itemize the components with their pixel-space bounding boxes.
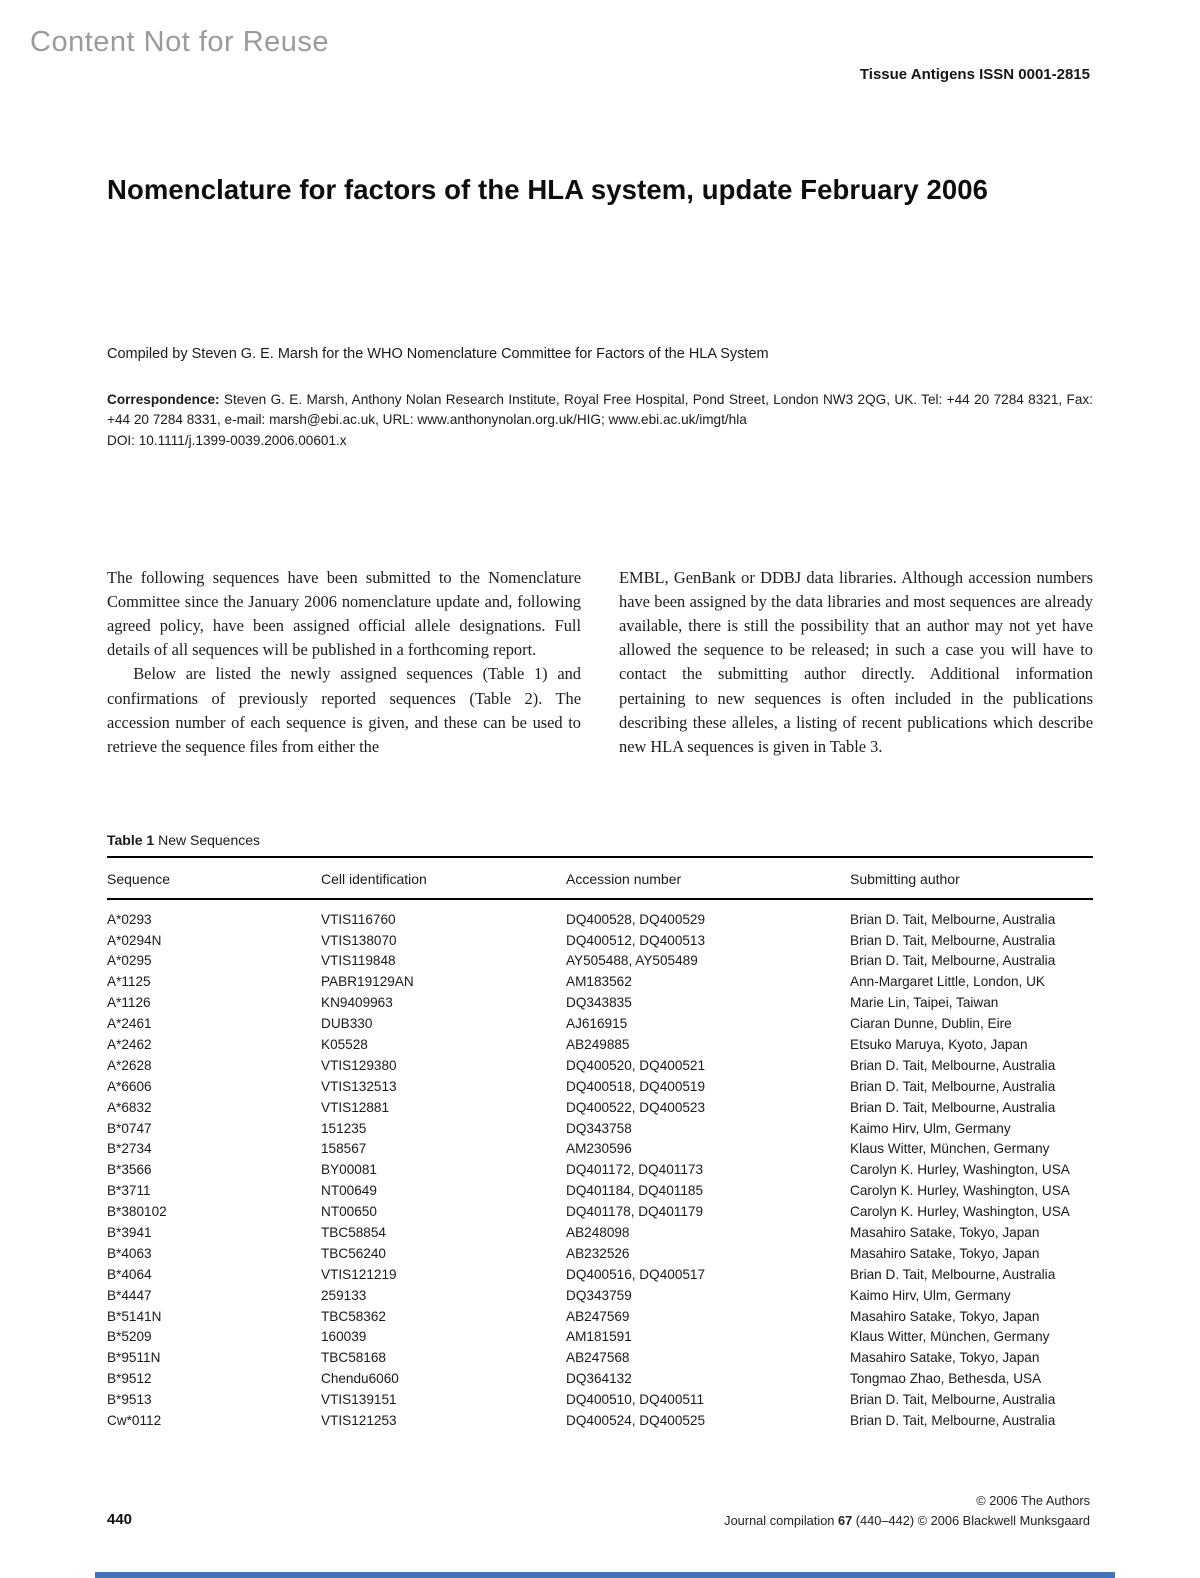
cell-cell-identification: TBC58168 [321,1350,386,1366]
table-row [107,909,1093,930]
table-caption-number: Table 1 [107,832,155,848]
cell-sequence: B*5141N [107,1308,162,1324]
cell-cell-identification: DUB330 [321,1016,373,1032]
cell-accession-number: AM230596 [566,1141,632,1157]
cell-sequence: A*2462 [107,1036,152,1052]
cell-sequence: A*6832 [107,1099,152,1115]
correspondence-block [107,390,1093,451]
table-body [107,900,1093,1431]
cell-cell-identification: VTIS129380 [321,1057,397,1073]
cell-cell-identification: VTIS121253 [321,1413,397,1429]
cell-submitting-author: Carolyn K. Hurley, Washington, USA [850,1162,1070,1178]
cell-sequence: A*6606 [107,1078,152,1094]
table-row [107,1034,1093,1055]
cell-sequence: B*3941 [107,1225,152,1240]
cell-cell-identification: NT00650 [321,1204,377,1220]
cell-cell-identification: VTIS139151 [321,1392,397,1408]
cell-accession-number: DQ343758 [566,1120,632,1136]
cell-accession-number: AB248098 [566,1225,630,1240]
cell-submitting-author: Carolyn K. Hurley, Washington, USA [850,1204,1070,1220]
body-column-left [107,566,581,759]
body-column-right [619,566,1093,759]
cell-submitting-author: Brian D. Tait, Melbourne, Australia [850,1266,1056,1282]
correspondence-text: Steven G. E. Marsh, Anthony Nolan Research Institute, Royal Free Hospital, Pond Street, London NW3 2QG, UK. Tel: +44 20 7284 8321, Fax: +44 20 7284 8331, e-mail: marsh@ebi.ac.uk, URL: www.anthonynolan.org.uk/HIG; www.ebi.ac.uk/imgt/hla [107,392,1093,428]
cell-sequence: B*4063 [107,1245,152,1261]
cell-accession-number: AY505488, AY505489 [566,953,698,969]
table-caption-title: New Sequences [154,832,261,848]
cell-submitting-author: Brian D. Tait, Melbourne, Australia [850,1078,1056,1094]
cell-sequence: B*2734 [107,1141,152,1157]
cell-submitting-author: Ciaran Dunne, Dublin, Eire [850,1016,1012,1032]
table-row [107,1243,1093,1264]
cell-accession-number: DQ343835 [566,995,632,1011]
table-row [107,1306,1093,1327]
column-header-cell-identification: Cell identification [321,871,427,887]
table-row [107,1222,1093,1243]
table-row [107,1118,1093,1139]
cell-accession-number: DQ401184, DQ401185 [566,1183,704,1199]
table-row [107,1076,1093,1097]
table-row [107,1055,1093,1076]
body-paragraph-1: The following sequences have been submitted to the Nomenclature Committee since the January 2006 nomenclature update and, following agreed policy, have been assigned official allele designations. Full details of all sequences will be published in a forthcoming report. [107,568,581,660]
cell-sequence: A*2628 [107,1057,152,1073]
cell-submitting-author: Kaimo Hirv, Ulm, Germany [850,1120,1011,1136]
cell-cell-identification: Chendu6060 [321,1371,399,1387]
journal-issn-header: Tissue Antigens ISSN 0001-2815 [859,66,1090,83]
cell-sequence: A*0293 [107,911,152,927]
cell-cell-identification: BY00081 [321,1162,377,1178]
cell-submitting-author: Klaus Witter, München, Germany [850,1141,1050,1157]
table-row [107,1285,1093,1306]
cell-sequence: A*0294N [107,932,162,948]
column-header-submitting-author: Submitting author [850,871,960,887]
body-paragraph-2: Below are listed the newly assigned sequences (Table 1) and confirmations of previously reported sequences (Table 2). The accession number of each sequence is given, and these can be used to retrieve the sequence files from either the [107,664,581,756]
cell-submitting-author: Kaimo Hirv, Ulm, Germany [850,1287,1011,1303]
cell-accession-number: AJ616915 [566,1016,628,1032]
cell-submitting-author: Marie Lin, Taipei, Taiwan [850,995,999,1011]
cell-submitting-author: Masahiro Satake, Tokyo, Japan [850,1245,1040,1261]
bottom-accent-bar [95,1572,1115,1578]
table-row [107,1160,1093,1181]
cell-accession-number: DQ400522, DQ400523 [566,1099,706,1115]
content-not-for-reuse-watermark: Content Not for Reuse [30,26,330,58]
table-row [107,972,1093,993]
cell-submitting-author: Brian D. Tait, Melbourne, Australia [850,953,1056,969]
cell-sequence: B*4064 [107,1266,152,1282]
cell-cell-identification: VTIS121219 [321,1266,397,1282]
cell-cell-identification: TBC56240 [321,1245,386,1261]
cell-submitting-author: Brian D. Tait, Melbourne, Australia [850,932,1056,948]
table-row [107,951,1093,972]
table-row [107,1348,1093,1369]
page-number: 440 [107,1511,133,1528]
column-header-sequence: Sequence [107,871,171,887]
cell-cell-identification: KN9409963 [321,995,393,1011]
cell-accession-number: AM181591 [566,1329,632,1345]
table-row [107,1139,1093,1160]
cell-sequence: B*4447 [107,1287,152,1303]
cell-accession-number: AB247568 [566,1350,630,1366]
cell-cell-identification: VTIS12881 [321,1099,390,1115]
cell-sequence: A*2461 [107,1016,152,1032]
cell-cell-identification: VTIS116760 [321,911,396,927]
cell-sequence: B*380102 [107,1204,167,1220]
cell-cell-identification: VTIS132513 [321,1078,397,1094]
cell-sequence: A*1125 [107,974,151,990]
cell-accession-number: DQ364132 [566,1371,632,1387]
cell-accession-number: DQ400516, DQ400517 [566,1266,706,1282]
cell-accession-number: DQ400520, DQ400521 [566,1057,706,1073]
cell-sequence: B*5209 [107,1329,152,1345]
table-row [107,993,1093,1014]
cell-sequence: B*0747 [107,1120,152,1136]
cell-submitting-author: Ann-Margaret Little, London, UK [850,974,1045,990]
cell-submitting-author: Masahiro Satake, Tokyo, Japan [850,1225,1040,1240]
cell-cell-identification: VTIS119848 [321,953,396,969]
cell-accession-number: AM183562 [566,974,632,990]
cell-sequence: A*0295 [107,953,152,969]
cell-cell-identification: 160039 [321,1329,367,1345]
cell-cell-identification: 151235 [321,1120,367,1136]
body-paragraph-3: EMBL, GenBank or DDBJ data libraries. Although accession numbers have been assigned by the data libraries and most sequences are already available, there is still the possibility that an author may not yet have allowed the sequence to be released; in such a case you will have to contact the submitting author directly. Additional information pertaining to new sequences is often included in the publications describing these alleles, a listing of recent publications which describe new HLA sequences is given in Table 3. [619,568,1093,756]
cell-sequence: A*1126 [107,995,151,1011]
cell-accession-number: DQ400518, DQ400519 [566,1078,706,1094]
cell-sequence: B*9511N [107,1350,161,1366]
article-title: Nomenclature for factors of the HLA system, update February 2006 [107,174,989,205]
cell-accession-number: DQ400510, DQ400511 [566,1392,705,1408]
table-row [107,1410,1093,1431]
doi-line: DOI: 10.1111/j.1399-0039.2006.00601.x [107,432,347,448]
new-sequences-table [107,856,1093,1431]
cell-cell-identification: VTIS138070 [321,932,397,948]
cell-sequence: B*9513 [107,1392,152,1408]
compiled-by-line: Compiled by Steven G. E. Marsh for the WHO Nomenclature Committee for Factors of the HLA System [107,346,769,362]
cell-submitting-author: Masahiro Satake, Tokyo, Japan [850,1350,1040,1366]
cell-submitting-author: Brian D. Tait, Melbourne, Australia [850,1413,1056,1429]
cell-cell-identification: PABR19129AN [321,974,414,990]
cell-sequence: B*3711 [107,1183,151,1199]
cell-cell-identification: 259133 [321,1287,367,1303]
cell-accession-number: AB232526 [566,1245,630,1261]
cell-submitting-author: Etsuko Maruya, Kyoto, Japan [850,1036,1028,1052]
table-row [107,1181,1093,1202]
cell-submitting-author: Brian D. Tait, Melbourne, Australia [850,1392,1056,1408]
table-row [107,1201,1093,1222]
table-row [107,1389,1093,1410]
cell-submitting-author: Masahiro Satake, Tokyo, Japan [850,1308,1040,1324]
table-row [107,1097,1093,1118]
cell-submitting-author: Carolyn K. Hurley, Washington, USA [850,1183,1070,1199]
cell-cell-identification: TBC58362 [321,1308,386,1324]
cell-accession-number: DQ400524, DQ400525 [566,1413,706,1429]
cell-accession-number: DQ401172, DQ401173 [566,1162,704,1178]
cell-submitting-author: Brian D. Tait, Melbourne, Australia [850,1057,1056,1073]
cell-sequence: Cw*0112 [107,1413,162,1429]
cell-cell-identification: 158567 [321,1141,367,1157]
cell-sequence: B*9512 [107,1371,152,1387]
cell-accession-number: AB249885 [566,1036,630,1052]
cell-accession-number: DQ400512, DQ400513 [566,932,706,948]
copyright-line-2: Journal compilation 67 (440–442) © 2006 Blackwell Munksgaard [724,1512,1090,1528]
table-row [107,930,1093,951]
cell-cell-identification: TBC58854 [321,1225,386,1240]
cell-cell-identification: NT00649 [321,1183,377,1199]
table-row [107,1013,1093,1034]
copyright-block [724,1491,1090,1531]
table-caption [107,832,260,848]
table-row [107,1327,1093,1348]
table-row [107,1369,1093,1390]
cell-accession-number: AB247569 [566,1308,630,1324]
copyright-line-1: © 2006 The Authors [976,1493,1090,1508]
cell-submitting-author: Klaus Witter, München, Germany [850,1329,1050,1345]
cell-accession-number: DQ400528, DQ400529 [566,911,706,927]
table-header-row [107,856,1093,900]
cell-sequence: B*3566 [107,1162,152,1178]
cell-submitting-author: Brian D. Tait, Melbourne, Australia [850,911,1056,927]
body-two-columns [107,566,1093,759]
cell-submitting-author: Tongmao Zhao, Bethesda, USA [850,1371,1042,1387]
table-row [107,1264,1093,1285]
correspondence-label: Correspondence: [107,392,220,407]
cell-accession-number: DQ343759 [566,1287,632,1303]
column-header-accession-number: Accession number [566,871,682,887]
cell-submitting-author: Brian D. Tait, Melbourne, Australia [850,1099,1056,1115]
cell-cell-identification: K05528 [321,1036,368,1052]
cell-accession-number: DQ401178, DQ401179 [566,1204,704,1220]
